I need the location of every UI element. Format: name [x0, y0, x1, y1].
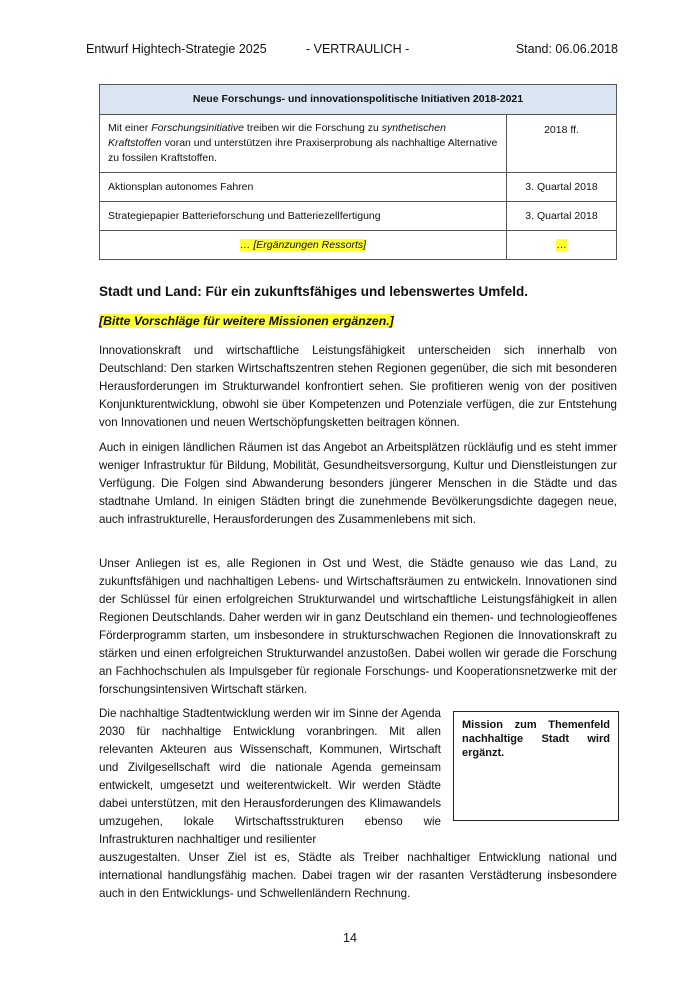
- table-cell-date: 3. Quartal 2018: [507, 173, 617, 202]
- paragraph-4-wrapped: Die nachhaltige Stadtentwicklung werden wir im Sinne der Agenda 2030 für nachhaltige Entwicklung voranbringen. Mit allen relevanten Akteuren aus Wissenschaft, Kommunen, Wirtschaft und Zivilgesellschaft wird die nationale Agenda gemeinsam entwickelt, umgesetzt und weiterentwickelt. Wir werden Städte dabei unterstützen, mit den Herausforderungen des Klimawandels umzugehen, lokale Wirtschaftsstrukturen ebenso wie Infrastrukturen nachhaltiger und resilienter: [99, 707, 441, 846]
- missions-request: [Bitte Vorschläge für weitere Missionen ergänzen.]: [99, 314, 394, 328]
- table-cell-date: …: [507, 231, 617, 260]
- table-cell-date: 2018 ff.: [507, 115, 617, 173]
- table-row: [100, 173, 617, 202]
- table-cell-date: 3. Quartal 2018: [507, 202, 617, 231]
- section-heading: Stadt und Land: Für ein zukunftsfähiges und lebenswertes Umfeld.: [99, 284, 529, 299]
- page-header: [86, 42, 618, 60]
- paragraph-1: Innovationskraft und wirtschaftliche Leistungsfähigkeit unterscheiden sich innerhalb von Deutschland: Den starken Wirtschaftszentren stehen Regionen gegenüber, die sich mit besonderen Herausforderungen im Strukturwandel konfrontiert sehen. Sie profitieren wenig von der positiven Konjunkturentwicklung, obwohl sie über Kompetenzen und Potenziale verfügen, die zur Entstehung von Innovationen und neuen Wertschöpfungsketten beitragen können.: [99, 344, 617, 429]
- table-header-row: [100, 85, 617, 115]
- initiatives-table: [99, 84, 617, 260]
- mission-note-box: Mission zum Themenfeld nachhaltige Stadt wird ergänzt.: [453, 711, 619, 821]
- table-cell-description: … [Ergänzungen Ressorts]: [100, 231, 507, 260]
- table-cell-description: Strategiepapier Batterieforschung und Batteriezellfertigung: [100, 202, 507, 231]
- paragraph-4-full: auszugestalten. Unser Ziel ist es, Städte als Treiber nachhaltiger Entwicklung national und international handlungsfähig machen. Dabei tragen wir der rasanten Verstädterung insbesondere auch in den Entwicklungs- und Schwellenländern Rechnung.: [99, 851, 617, 900]
- header-date: Stand: 06.06.2018: [515, 42, 618, 56]
- header-title: Entwurf Hightech-Strategie 2025: [86, 42, 267, 56]
- page-number: 14: [343, 931, 357, 945]
- header-confidential: - VERTRAULICH -: [306, 42, 410, 56]
- table-title: Neue Forschungs- und innovationspolitische Initiativen 2018-2021: [100, 85, 617, 115]
- paragraph-2: Auch in einigen ländlichen Räumen ist das Angebot an Arbeitsplätzen rückläufig und es steht immer weniger Infrastruktur für Bildung, Mobilität, Gesundheitsversorgung, Kultur und Dienstleistungen zur Verfügung. Die Folgen sind Abwanderung besonders jüngerer Menschen in die Städte und das stadtnahe Umland. In einigen Städten bringt die zunehmende Bevölkerungsdichte dagegen neue, auch infrastrukturelle, Herausforderungen des Zusammenlebens mit sich.: [99, 441, 617, 526]
- table-row: [100, 231, 617, 260]
- table-row: [100, 202, 617, 231]
- paragraph-3: Unser Anliegen ist es, alle Regionen in Ost und West, die Städte genauso wie das Land, zu zukunftsfähigen und nachhaltigen Lebens- und Wirtschaftsräumen zu entwickeln. Innovationen sind der Schlüssel für einen erfolgreichen Strukturwandel und wirtschaftliche Leistungsfähigkeit in allen Regionen Deutschlands. Daher werden wir in ganz Deutschland ein themen- und technologieoffenes Förderprogramm starten, um insbesondere in strukturschwachen Regionen die Innovationskraft zu stärken und einen erfolgreichen Strukturwandel anzustoßen. Dabei wollen wir gerade die Forschung an Fachhochschulen als Impulsgeber für regionale Forschungs- und Kooperationsnetzwerke mit der forschungsintensiven Wirtschaft stärken.: [99, 557, 617, 696]
- table-cell-description: Mit einer Forschungsinitiative treiben wir die Forschung zu synthetischen Kraftstoffen voran und unterstützen ihre Praxiserprobung als nachhaltige Alternative zu fossilen Kraftstoffen.: [100, 115, 507, 173]
- table-cell-description: Aktionsplan autonomes Fahren: [100, 173, 507, 202]
- table-row: [100, 115, 617, 173]
